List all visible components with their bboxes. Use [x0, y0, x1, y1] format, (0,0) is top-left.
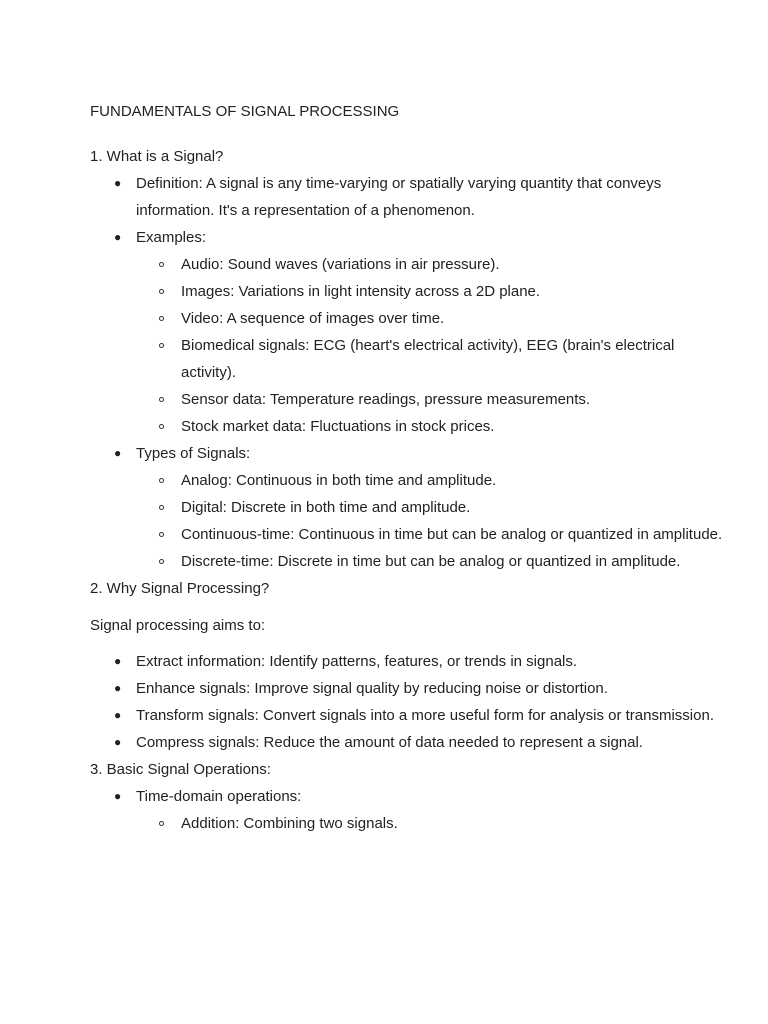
- list-item: [181, 305, 730, 332]
- example-text: Biomedical signals: ECG (heart's electrical activity), EEG (brain's electrical activity).: [181, 337, 675, 381]
- example-text: Video: A sequence of images over time.: [181, 310, 445, 327]
- operation-text: Addition: Combining two signals.: [181, 815, 398, 832]
- section-3-heading: 3. Basic Signal Operations:: [90, 761, 271, 778]
- circle-bullet-icon: [159, 289, 164, 294]
- type-text: Digital: Discrete in both time and amplitude.: [181, 499, 471, 516]
- example-text: Audio: Sound waves (variations in air pressure).: [181, 256, 500, 273]
- examples-list: [136, 251, 730, 440]
- list-item: [114, 702, 730, 729]
- time-domain-label: Time-domain operations:: [136, 788, 302, 805]
- section-1-heading: 1. What is a Signal?: [90, 148, 224, 165]
- aim-text: Compress signals: Reduce the amount of data needed to represent a signal.: [136, 734, 643, 751]
- list-item: [181, 386, 730, 413]
- bullet-icon: ●: [114, 681, 122, 695]
- circle-bullet-icon: [159, 343, 164, 348]
- section-3-list: [90, 783, 730, 837]
- list-item: [181, 810, 730, 837]
- type-text: Discrete-time: Discrete in time but can be analog or quantized in amplitude.: [181, 553, 681, 570]
- list-item: [181, 251, 730, 278]
- section-1-list: [90, 170, 730, 575]
- list-item: [181, 494, 730, 521]
- list-item: [114, 648, 730, 675]
- section-2-intro: Signal processing aims to:: [90, 617, 266, 634]
- time-domain-list: [136, 810, 730, 837]
- aim-text: Enhance signals: Improve signal quality by reducing noise or distortion.: [136, 680, 608, 697]
- type-text: Analog: Continuous in both time and amplitude.: [181, 472, 497, 489]
- definition-text: Definition: A signal is any time-varying or spatially varying quantity that conveys information. It's a representation of a phenomenon.: [136, 175, 662, 219]
- list-item: [181, 332, 730, 386]
- types-label: Types of Signals:: [136, 445, 251, 462]
- circle-bullet-icon: [159, 478, 164, 483]
- aim-text: Extract information: Identify patterns, features, or trends in signals.: [136, 653, 578, 670]
- document-title: FUNDAMENTALS OF SIGNAL PROCESSING: [90, 103, 400, 120]
- type-text: Continuous-time: Continuous in time but can be analog or quantized in amplitude.: [181, 526, 723, 543]
- circle-bullet-icon: [159, 532, 164, 537]
- circle-bullet-icon: [159, 821, 164, 826]
- list-item: [181, 521, 730, 548]
- list-item: [181, 467, 730, 494]
- document-body: [90, 143, 730, 837]
- list-item: [114, 729, 730, 756]
- example-text: Images: Variations in light intensity across a 2D plane.: [181, 283, 541, 300]
- bullet-icon: ●: [114, 735, 122, 749]
- section-2-heading: 2. Why Signal Processing?: [90, 580, 270, 597]
- list-item: [181, 413, 730, 440]
- circle-bullet-icon: [159, 316, 164, 321]
- section-2-list: [90, 648, 730, 756]
- bullet-icon: ●: [114, 789, 122, 803]
- list-item: [181, 548, 730, 575]
- list-item: [114, 224, 730, 440]
- bullet-icon: ●: [114, 446, 122, 460]
- types-list: [136, 467, 730, 575]
- list-item: [114, 440, 730, 575]
- example-text: Stock market data: Fluctuations in stock prices.: [181, 418, 495, 435]
- example-text: Sensor data: Temperature readings, pressure measurements.: [181, 391, 591, 408]
- bullet-icon: ●: [114, 176, 122, 190]
- circle-bullet-icon: [159, 262, 164, 267]
- bullet-icon: ●: [114, 654, 122, 668]
- circle-bullet-icon: [159, 559, 164, 564]
- circle-bullet-icon: [159, 424, 164, 429]
- examples-label: Examples:: [136, 229, 207, 246]
- bullet-icon: ●: [114, 230, 122, 244]
- list-item: [114, 783, 730, 837]
- list-item: [114, 675, 730, 702]
- list-item: [181, 278, 730, 305]
- aim-text: Transform signals: Convert signals into a more useful form for analysis or transmission.: [136, 707, 714, 724]
- circle-bullet-icon: [159, 397, 164, 402]
- circle-bullet-icon: [159, 505, 164, 510]
- bullet-icon: ●: [114, 708, 122, 722]
- list-item: [114, 170, 730, 224]
